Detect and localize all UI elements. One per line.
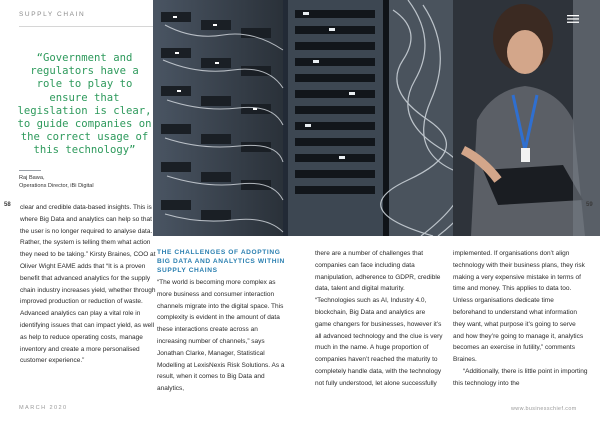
pull-quote: “Government and regulators have a role to play to ensure that legislation is clear, to guide companies on the correct usage of this technology” bbox=[17, 52, 152, 157]
body-column-4 bbox=[453, 248, 588, 390]
page-number-left: 58 bbox=[4, 202, 11, 208]
section-subheading: THE CHALLENGES OF ADOPTING BIG DATA AND ANALYTICS WITHIN SUPPLY CHAINS bbox=[157, 249, 285, 274]
section-label: SUPPLY CHAIN bbox=[19, 11, 86, 18]
body-paragraph: there are a number of challenges that companies can face including data manipulation, adherence to GDPR, credible data, talent and digital maturity. bbox=[315, 250, 441, 293]
body-paragraph: “Technologies such as AI, Industry 4.0, blockchain, Big Data and analytics are game changers for businesses, however it’s all advanced technology and the clue is very much in the name. A huge proportion of companies haven’t reached the maturity to completely handle data, with the technology not fully understood, let alone successfully bbox=[315, 297, 443, 387]
body-paragraph: “The world is becoming more complex as more business and consumer interaction channels migrate into the digital space. This complexity is evident in the amount of data these interactions create across an increasing number of channels,” says Jonathan Clarke, Manager, Statistical Modelling at LexisNexis Risk Solutions. As a result, when it comes to Big Data and analytics, bbox=[157, 279, 285, 393]
quote-author-role: Operations Director, iBi Digital bbox=[19, 183, 94, 189]
body-column-1 bbox=[20, 202, 160, 367]
body-paragraph: implemented. If organisations don’t align technology with their business plans, they risk making a very expensive mistake in terms of time and money. This applies to data too. Unless organisations dedicate time beforehand to understand what information they want, what purpose it’s going to serve and how they’re going to manage it, analytics becomes an exercise in futility,” comments Braines. bbox=[453, 250, 585, 364]
header-divider bbox=[19, 26, 159, 27]
website-link[interactable]: www.businesschief.com bbox=[511, 406, 577, 412]
body-paragraph: “Additionally, there is little point in importing this technology into the bbox=[453, 367, 588, 387]
hamburger-menu-icon[interactable] bbox=[567, 10, 579, 18]
page-number-right: 59 bbox=[586, 202, 593, 208]
server-room-photo bbox=[153, 0, 600, 236]
quote-divider bbox=[19, 170, 41, 171]
body-column-2 bbox=[157, 248, 285, 395]
quote-author-name: Raj Bawa, bbox=[19, 175, 45, 181]
issue-date: MARCH 2020 bbox=[19, 405, 68, 411]
server-room-illustration bbox=[153, 0, 600, 236]
body-column-3 bbox=[315, 248, 443, 390]
body-paragraph: clear and credible data-based insights. This is where Big Data and analytics can help so that the user is no longer required to analyse data. Rather, the system is telling them what action they need to be taking.” Kirsty Braines, COO at Oliver Wight EAME adds that “It is a proven benefit that advanced analytics for the supply chain industry increases yield, whether through improved production or reduction of waste. Advanced analytics can play a vital role in identifying issues that can impact yield, as well as help to reduce operating costs, manage inventory and create a more personalised customer experience.” bbox=[20, 204, 156, 365]
